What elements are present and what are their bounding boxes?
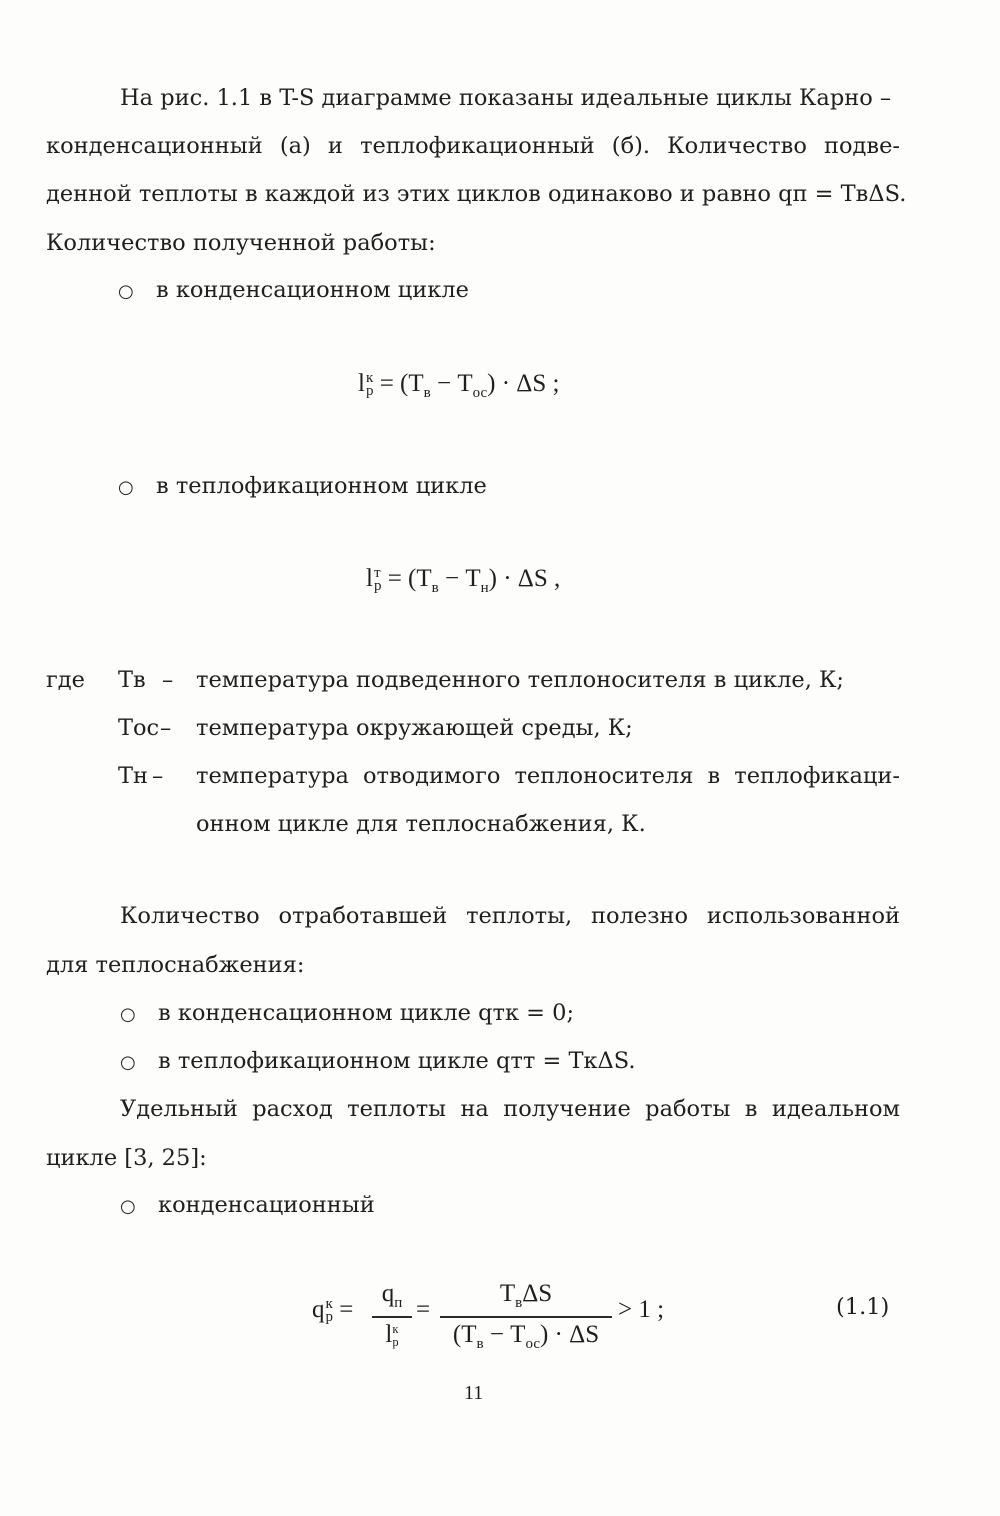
den1: l	[385, 1321, 393, 1348]
definition-text-continued: онном цикле для теплоснабжения, К.	[196, 811, 646, 837]
fraction2-bar	[440, 1316, 612, 1318]
fraction2-denominator	[440, 1321, 612, 1353]
list1-item1: в конденсационном цикле	[156, 277, 469, 303]
den1-sup: к	[392, 1322, 399, 1337]
list2-item2: в теплофикационном цикле qтт = TкΔS.	[158, 1048, 636, 1074]
formula-eq2: =	[416, 1296, 431, 1323]
definition-symbol: Tв	[118, 667, 146, 693]
definition-dash: –	[152, 763, 164, 789]
formula-q-sup: к	[325, 1296, 333, 1313]
definition-dash: –	[160, 715, 172, 741]
den2: (T	[452, 1321, 477, 1348]
definition-dash: –	[162, 667, 174, 693]
formula-q-sub: р	[325, 1309, 333, 1326]
definition-text: температура окружающей среды, К;	[196, 715, 633, 741]
formula-1-1-lhs	[312, 1294, 353, 1326]
page-number: 11	[464, 1382, 484, 1404]
num2-sub: в	[515, 1295, 523, 1311]
den2-sub1: в	[476, 1336, 484, 1352]
formula-tv-sub: в	[423, 385, 431, 401]
paragraph1-line4: Количество полученной работы:	[46, 230, 436, 256]
formula-rhs: = (T	[379, 370, 424, 397]
bullet-icon: ○	[120, 1004, 136, 1025]
list2-item1: в конденсационном цикле qтк = 0;	[158, 1000, 575, 1026]
fraction2-numerator	[440, 1280, 612, 1312]
fraction1-numerator	[372, 1280, 412, 1312]
formula-lhs-sub: р	[365, 383, 374, 400]
num1-sub: п	[394, 1295, 403, 1311]
formula-lhs: l	[366, 565, 373, 592]
num2: T	[499, 1280, 516, 1307]
paragraph3-line1: Удельный расход теплоты на получение работы в идеальном	[120, 1096, 900, 1122]
bullet-icon: ○	[118, 281, 134, 302]
den2-sub2: ос	[525, 1336, 540, 1352]
den2-tail: ) · ΔS	[539, 1321, 600, 1348]
paragraph3-line2: цикле [3, 25]:	[46, 1145, 207, 1171]
formula-q: q	[312, 1296, 325, 1323]
definitions-where: где	[46, 667, 85, 693]
formula-condensation	[358, 368, 559, 409]
formula-lhs-sup: т	[373, 565, 381, 582]
fraction1-denominator	[372, 1321, 412, 1349]
definition-text: температура отводимого теплоносителя в теплофикаци-	[196, 763, 900, 789]
formula-minus: − T	[430, 370, 473, 397]
den1-sub: р	[392, 1335, 399, 1350]
bullet-icon: ○	[120, 1196, 136, 1217]
paragraph2-line2: для теплоснабжения:	[46, 952, 305, 978]
paragraph1-line2: конденсационный (а) и теплофикационный (б). Количество подве-	[46, 133, 900, 159]
paragraph1-line3: денной теплоты в каждой из этих циклов одинаково и равно qп = TвΔS.	[46, 181, 907, 207]
list1-item2: в теплофикационном цикле	[156, 473, 487, 499]
formula-tv-sub: в	[431, 580, 439, 596]
formula-lhs-sub: р	[373, 578, 382, 595]
definition-text: температура подведенного теплоносителя в цикле, К;	[196, 667, 845, 693]
formula-lhs-sup: к	[365, 370, 374, 387]
formula-tail: ) · ΔS ;	[487, 370, 560, 397]
list3-item1: конденсационный	[158, 1192, 375, 1218]
definition-symbol: Tос	[118, 715, 160, 741]
equation-number: (1.1)	[836, 1294, 890, 1320]
den2-mid: − T	[483, 1321, 526, 1348]
bullet-icon: ○	[120, 1052, 136, 1073]
num2-tail: ΔS	[522, 1280, 553, 1307]
formula-minus: − T	[438, 565, 481, 592]
formula-lhs: l	[358, 370, 365, 397]
formula-tail: ) · ΔS ,	[488, 565, 561, 592]
formula-eq1: =	[339, 1296, 354, 1323]
fraction1-bar	[372, 1316, 412, 1318]
formula-heating	[366, 563, 560, 604]
bullet-icon: ○	[118, 477, 134, 498]
paragraph1-line1: На рис. 1.1 в T-S диаграмме показаны идеальные циклы Карно –	[120, 85, 892, 111]
formula-toc-sub: ос	[472, 385, 488, 401]
num1: q	[381, 1280, 395, 1307]
formula-tn-sub: н	[480, 580, 489, 596]
formula-rhs: = (T	[387, 565, 432, 592]
formula-tail: > 1 ;	[618, 1296, 665, 1323]
paragraph2-line1: Количество отработавшей теплоты, полезно использованной	[120, 903, 900, 929]
definition-symbol: Tн	[118, 763, 149, 789]
